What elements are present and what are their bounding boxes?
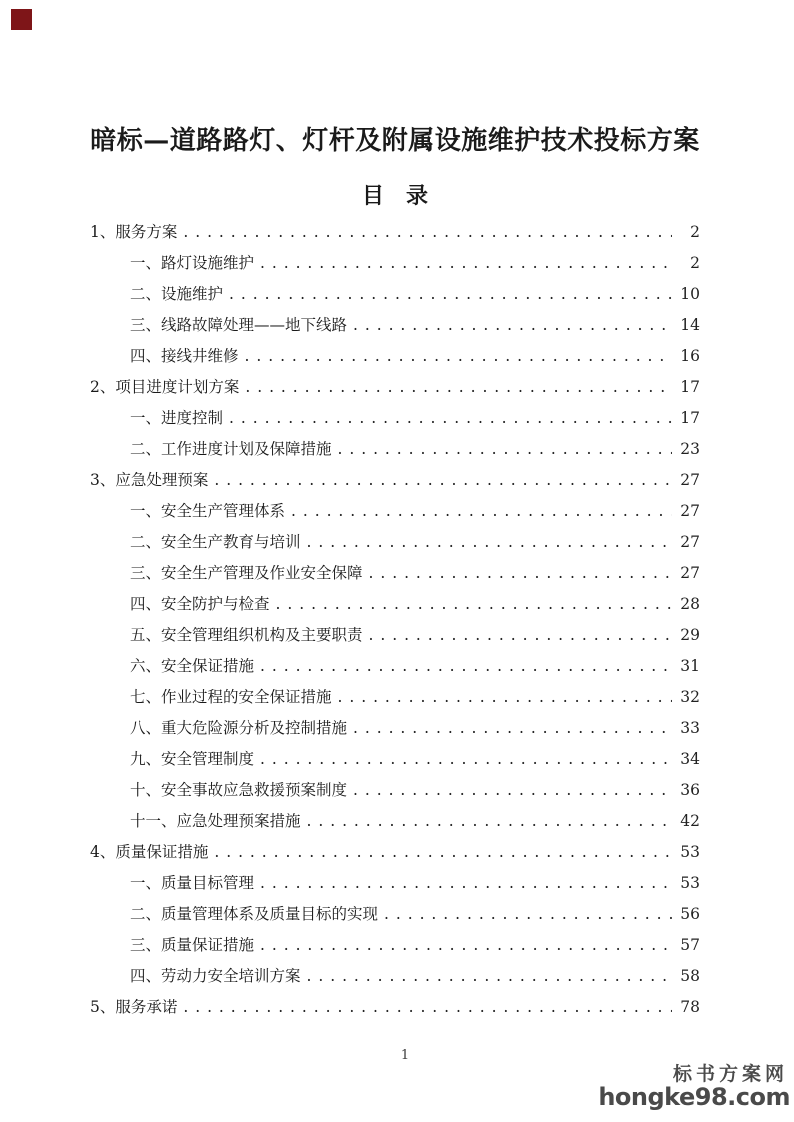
- toc-entry-label: 二、工作进度计划及保障措施: [130, 440, 332, 458]
- toc-leader-dots: [307, 961, 672, 992]
- toc-row: [90, 713, 700, 744]
- toc-leader-dots: [291, 496, 672, 527]
- toc-leader-dots: [260, 651, 672, 682]
- toc-entry-label: 五、安全管理组织机构及主要职责: [130, 626, 363, 644]
- toc-entry-page: 27: [680, 564, 700, 582]
- toc-row: [90, 806, 700, 837]
- toc-row: [90, 341, 700, 372]
- toc-entry-page: 27: [680, 533, 700, 551]
- toc-entry-page: 17: [680, 378, 700, 396]
- toc-row: [90, 992, 700, 1023]
- toc-entry-label: 一、路灯设施维护: [130, 254, 255, 272]
- toc-heading: 目 录: [361, 183, 428, 209]
- toc-list: [90, 217, 700, 1023]
- toc-leader-dots: [229, 279, 672, 310]
- toc-leader-dots: [260, 744, 672, 775]
- toc-entry-label: 十一、应急处理预案措施: [130, 812, 301, 830]
- toc-leader-dots: [353, 310, 672, 341]
- toc-entry-page: 57: [680, 936, 700, 954]
- toc-entry-label: 六、安全保证措施: [130, 657, 255, 675]
- document-title: 暗标—道路路灯、灯杆及附属设施维护技术投标方案: [90, 126, 700, 156]
- toc-entry-page: 2: [690, 254, 700, 272]
- toc-entry-label: 三、线路故障处理——地下线路: [130, 316, 348, 334]
- toc-entry-page: 42: [680, 812, 700, 830]
- toc-entry-label: 四、接线井维修: [130, 347, 239, 365]
- toc-leader-dots: [229, 403, 672, 434]
- toc-entry-page: 27: [680, 471, 700, 489]
- toc-entry-label: 二、质量管理体系及质量目标的实现: [130, 905, 379, 923]
- toc-entry-page: 53: [680, 874, 700, 892]
- toc-entry-page: 56: [680, 905, 700, 923]
- toc-entry-page: 29: [680, 626, 700, 644]
- toc-entry-label: 一、进度控制: [130, 409, 224, 427]
- toc-entry-label: 4、质量保证措施: [90, 843, 209, 861]
- toc-row: [90, 620, 700, 651]
- toc-row: [90, 899, 700, 930]
- toc-entry-label: 八、重大危险源分析及控制措施: [130, 719, 348, 737]
- toc-entry-page: 28: [680, 595, 700, 613]
- toc-entry-page: 32: [680, 688, 700, 706]
- toc-entry-label: 一、质量目标管理: [130, 874, 255, 892]
- toc-leader-dots: [338, 434, 672, 465]
- toc-leader-dots: [260, 868, 672, 899]
- toc-entry-page: 33: [680, 719, 700, 737]
- toc-entry-page: 53: [680, 843, 700, 861]
- toc-row: [90, 775, 700, 806]
- toc-row: [90, 651, 700, 682]
- toc-leader-dots: [183, 217, 672, 248]
- toc-row: [90, 930, 700, 961]
- toc-entry-page: 58: [680, 967, 700, 985]
- toc-entry-page: 14: [680, 316, 700, 334]
- toc-row: [90, 961, 700, 992]
- toc-entry-label: 九、安全管理制度: [130, 750, 255, 768]
- toc-leader-dots: [260, 248, 672, 279]
- toc-leader-dots: [260, 930, 672, 961]
- toc-entry-label: 三、质量保证措施: [130, 936, 255, 954]
- toc-entry-label: 二、设施维护: [130, 285, 224, 303]
- watermark-site-name: 标书方案网: [672, 1062, 788, 1085]
- toc-leader-dots: [353, 713, 672, 744]
- toc-leader-dots: [183, 992, 672, 1023]
- toc-entry-page: 27: [680, 502, 700, 520]
- toc-entry-label: 二、安全生产教育与培训: [130, 533, 301, 551]
- toc-row: [90, 744, 700, 775]
- toc-row: [90, 558, 700, 589]
- toc-leader-dots: [384, 899, 672, 930]
- toc-leader-dots: [338, 682, 672, 713]
- toc-leader-dots: [214, 465, 672, 496]
- toc-leader-dots: [276, 589, 672, 620]
- toc-entry-label: 3、应急处理预案: [90, 471, 209, 489]
- toc-leader-dots: [353, 775, 672, 806]
- toc-leader-dots: [369, 620, 672, 651]
- toc-entry-label: 七、作业过程的安全保证措施: [130, 688, 332, 706]
- toc-row: [90, 217, 700, 248]
- toc-entry-label: 十、安全事故应急救援预案制度: [130, 781, 348, 799]
- toc-entry-label: 1、服务方案: [90, 223, 178, 241]
- footer-page-number: 1: [400, 1048, 410, 1063]
- toc-entry-label: 2、项目进度计划方案: [90, 378, 240, 396]
- toc-leader-dots: [307, 806, 672, 837]
- watermark: [598, 1062, 790, 1111]
- toc-leader-dots: [245, 341, 672, 372]
- toc-row: [90, 589, 700, 620]
- toc-entry-label: 四、劳动力安全培训方案: [130, 967, 301, 985]
- toc-entry-page: 23: [680, 440, 700, 458]
- toc-entry-page: 10: [680, 285, 700, 303]
- toc-row: [90, 868, 700, 899]
- toc-entry-page: 17: [680, 409, 700, 427]
- toc-entry-label: 三、安全生产管理及作业安全保障: [130, 564, 363, 582]
- toc-row: [90, 465, 700, 496]
- corner-mark-square: [11, 9, 32, 30]
- watermark-site-url: hongke98.com: [598, 1082, 790, 1111]
- toc-row: [90, 527, 700, 558]
- toc-leader-dots: [245, 372, 672, 403]
- toc-entry-page: 78: [680, 998, 700, 1016]
- toc-row: [90, 837, 700, 868]
- toc-entry-label: 一、安全生产管理体系: [130, 502, 286, 520]
- toc-entry-page: 2: [690, 223, 700, 241]
- toc-row: [90, 310, 700, 341]
- toc-row: [90, 248, 700, 279]
- toc-row: [90, 279, 700, 310]
- toc-entry-label: 四、安全防护与检查: [130, 595, 270, 613]
- toc-leader-dots: [214, 837, 672, 868]
- toc-leader-dots: [307, 527, 672, 558]
- toc-leader-dots: [369, 558, 672, 589]
- toc-entry-page: 36: [680, 781, 700, 799]
- toc-entry-label: 5、服务承诺: [90, 998, 178, 1016]
- toc-row: [90, 372, 700, 403]
- toc-row: [90, 682, 700, 713]
- toc-row: [90, 434, 700, 465]
- toc-entry-page: 34: [680, 750, 700, 768]
- toc-row: [90, 496, 700, 527]
- toc-row: [90, 403, 700, 434]
- toc-entry-page: 31: [680, 657, 700, 675]
- toc-entry-page: 16: [680, 347, 700, 365]
